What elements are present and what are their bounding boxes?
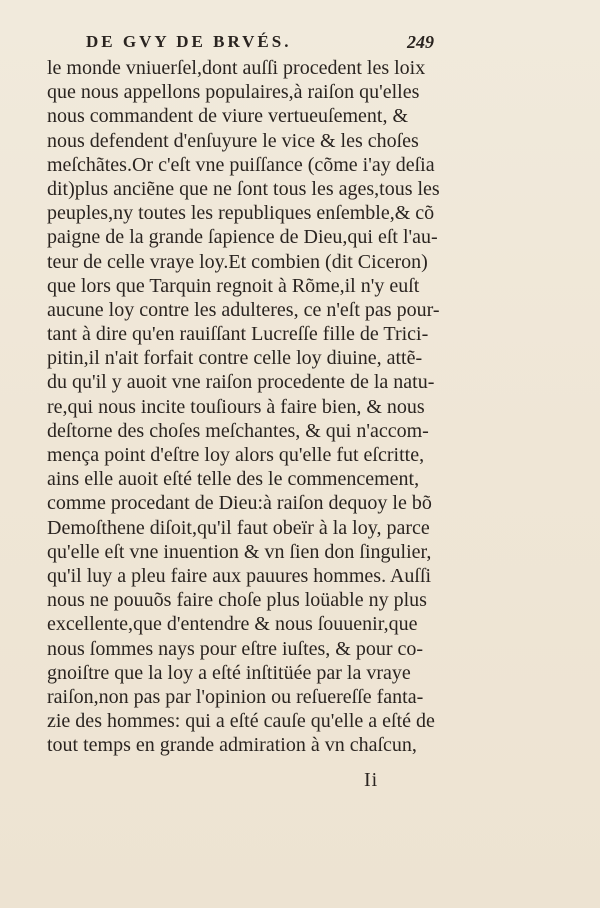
text-line: qu'elle eſt vne inuention & vn ſien don ſingulier,	[47, 540, 432, 563]
text-line: nous ne pouuõs faire choſe plus loüable ny plus	[47, 589, 427, 612]
text-line: re,qui nous incite touſiours à faire bien, & nous	[47, 395, 425, 418]
text-line: aucune loy contre les adulteres, ce n'eſt pas pour-	[47, 298, 440, 321]
text-line: que lors que Tarquin regnoit à Rõme,il n'y euſt	[47, 274, 420, 297]
signature-mark: Ii	[364, 769, 379, 791]
page-number: 249	[407, 32, 434, 52]
text-line: excellente,que d'entendre & nous ſouuenir,que	[47, 613, 418, 636]
running-title: DE GVY DE BRVÉS.	[86, 32, 292, 51]
text-line: paigne de la grande ſapience de Dieu,qui eſt l'au-	[47, 226, 438, 249]
text-line: Demoſthene diſoit,qu'il faut obeïr à la loy, parce	[47, 516, 430, 539]
running-head	[86, 32, 434, 54]
text-line: le monde vniuerſel,dont auſſi procedent les loix	[47, 57, 426, 79]
text-line: comme procedant de Dieu:à raiſon dequoy le bõ	[47, 492, 432, 515]
text-line: gnoiſtre que la loy a eſté inſtitüée par la vraye	[47, 661, 411, 684]
text-line: tant à dire qu'en rauiſſant Lucreſſe fille de Trici-	[47, 323, 429, 346]
text-line: pitin,il n'ait forfait contre celle loy diuine, attẽ-	[47, 347, 423, 370]
text-line: nous defendent d'enſuyure le vice & les choſes	[47, 129, 419, 152]
text-line: nous commandent de viure vertueuſement, &	[47, 105, 409, 128]
body-text	[47, 56, 443, 757]
text-line: deſtorne des choſes meſchantes, & qui n'accom-	[47, 419, 429, 442]
text-line: teur de celle vraye loy.Et combien (dit Ciceron)	[47, 250, 428, 273]
text-line: meſchãtes.Or c'eſt vne puiſſance (cõme i'ay deſia	[47, 153, 435, 176]
text-line: du qu'il y auoit vne raiſon procedente de la natu-	[47, 371, 435, 394]
text-line: nous ſommes nays pour eſtre iuſtes, & pour co-	[47, 637, 424, 660]
text-line: qu'il luy a pleu faire aux pauures hommes. Auſſi	[47, 564, 432, 587]
text-line: zie des hommes: qui a eſté cauſe qu'elle a eſté de	[47, 710, 435, 733]
text-line: mença point d'eſtre loy alors qu'elle fut eſcritte,	[47, 444, 425, 466]
text-line: dit)plus anciẽne que ne ſont tous les ages,tous les	[47, 177, 440, 200]
text-line: que nous appellons populaires,à raiſon qu'elles	[47, 81, 420, 104]
text-line: ains elle auoit eſté telle des le commencement,	[47, 468, 420, 491]
text-line: tout temps en grande admiration à vn chaſcun,	[47, 734, 417, 757]
text-line: peuples,ny toutes les republiques enſemble,& cõ	[47, 202, 435, 225]
text-line: raiſon,non pas par l'opinion ou reſuereſſe fanta-	[47, 685, 424, 708]
